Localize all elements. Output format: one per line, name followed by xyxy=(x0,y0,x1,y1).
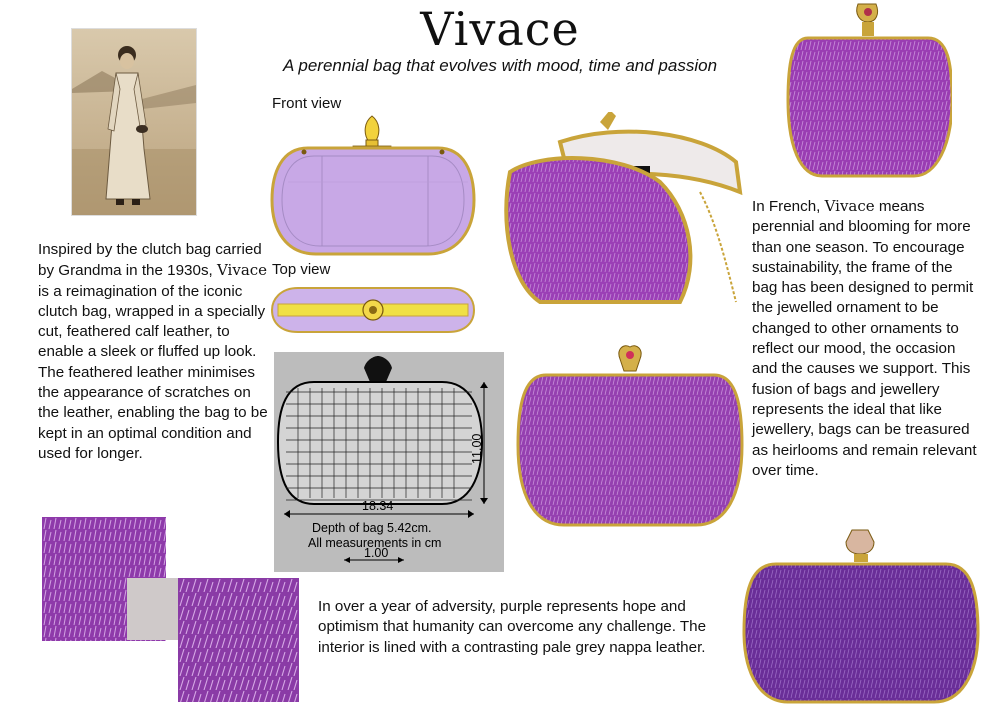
left-text-after: is a reimagination of the iconic clutch bag, wrapped in a specially cut, feathered calf leather, to enable a sleek or fluffed up look. The feathered leather minimises the appearance of scratches on the leather, enabling the bag to be kept in an optimal condition and used for longer. xyxy=(38,282,268,462)
front-view-sketch xyxy=(268,112,478,262)
front-view-label: Front view xyxy=(272,95,342,112)
cad-wireframe-drawing xyxy=(274,352,504,572)
cad-note-units: All measurements in cm xyxy=(308,536,442,550)
left-brand: Vivace xyxy=(216,261,268,280)
top-view-label: Top view xyxy=(272,261,331,278)
open-bag-photo xyxy=(500,112,748,312)
cad-width-label: 18.34 xyxy=(362,499,394,513)
vintage-photo xyxy=(71,28,197,216)
bag-photo-bottom-right xyxy=(742,528,980,704)
left-description xyxy=(38,240,270,464)
right-brand: Vivace xyxy=(824,197,875,215)
cad-height-label: 11.00 xyxy=(470,433,484,464)
bag-photo-top-right xyxy=(784,0,952,180)
page-title: Vivace xyxy=(420,2,580,56)
bag-photo-jewel-clasp xyxy=(516,345,744,527)
cad-note-depth: Depth of bag 5.42cm. xyxy=(312,521,432,535)
grey-lining-swatch xyxy=(127,578,183,640)
cad-scale-label: 1.00 xyxy=(364,546,389,560)
bottom-description: In over a year of adversity, purple represents hope and optimism that humanity can overcome any challenge. The interior is lined with a contrasting pale grey nappa leather. xyxy=(318,598,707,656)
top-view-sketch xyxy=(268,282,478,338)
page-subtitle: A perennial bag that evolves with mood, time and passion xyxy=(282,56,718,75)
right-text-before: In French, xyxy=(752,198,825,215)
right-text-after: means perennial and blooming for more than one season. To encourage sustainability, the frame of the bag has been designed to permit the jewelled ornament to be changed to other ornaments to reflect our mood, the occasion and the causes we support. This fusion of bags and jewellery represents the ideal that like jewellery, bags can be treasured as heirlooms and remain relevant over time. xyxy=(752,198,977,479)
leather-swatch-2 xyxy=(178,578,299,702)
left-text-before: Inspired by the clutch bag carried by Grandma in the 1930s, xyxy=(38,241,262,280)
right-description xyxy=(752,196,978,481)
